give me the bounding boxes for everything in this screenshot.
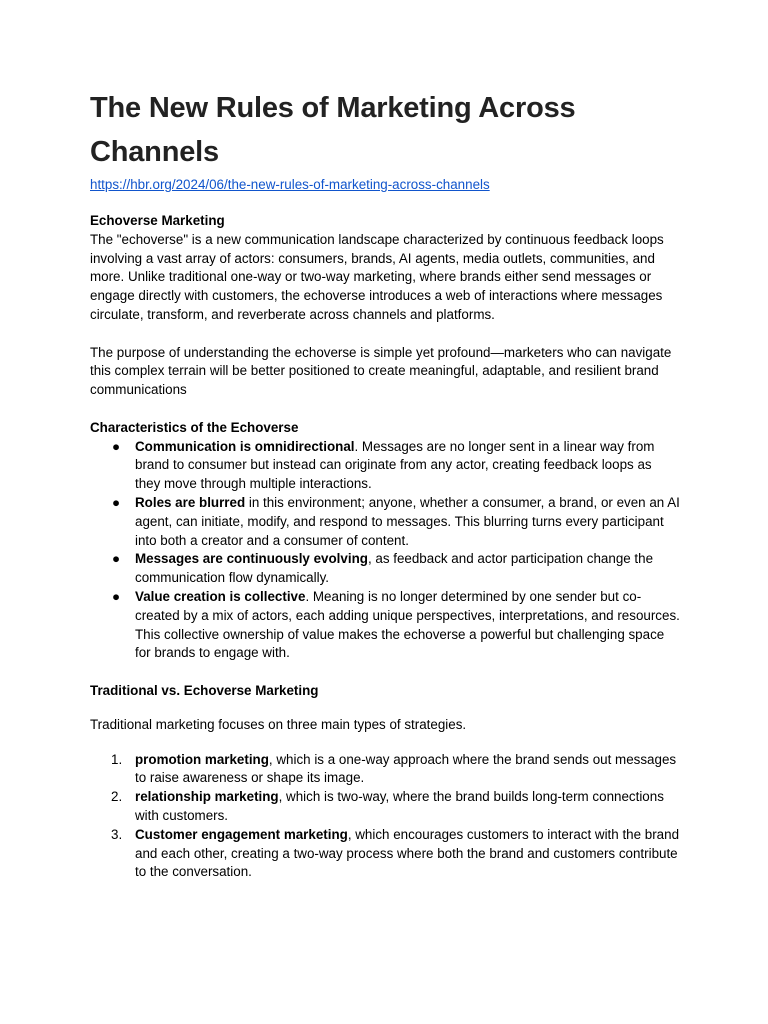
document-title: The New Rules of Marketing Across Channels (90, 92, 576, 168)
list-item-text: , which is a one-way approach where the brand sends out messages to raise awareness or shape its image. (135, 751, 677, 786)
bullet-icon: ● (112, 438, 121, 454)
list-item (90, 438, 680, 494)
list-item-text: , which is two-way, where the brand builds long-term connections with customers. (135, 789, 664, 823)
characteristics-list (90, 438, 680, 664)
list-item-text: , which encourages customers to interact with the brand and each other, creating a two-way process where both the brand and customers contribute to the conversation. (135, 826, 680, 880)
document-content (90, 86, 680, 882)
list-item-text: in this environment; anyone, whether a consumer, a brand, or even an AI agent, can initiate, modify, and respond to messages. This blurring turns every participant into both a creator and a consumer of content. (135, 494, 680, 548)
paragraph-traditional-intro: Traditional marketing focuses on three main types of strategies. (90, 716, 467, 732)
list-item-text: , as feedback and actor participation change the communication flow dynamically. (135, 551, 654, 586)
list-item (90, 588, 680, 663)
list-item-bold: Messages are continuously evolving (135, 551, 368, 567)
section-heading-echoverse-marketing: Echoverse Marketing (90, 213, 225, 228)
paragraph-echoverse-definition: The "echoverse" is a new communication landscape characterized by continuous feedback loops involving a vast array of actors: consumers, brands, AI agents, media outlets, communities, and more. Unlike traditional one-way or two-way marketing, where brands either send messages or engage directly with customers, the echoverse introduces a web of interactions where messages circulate, transform, and reverberate across channels and platforms. (90, 231, 664, 322)
list-item-text: . Meaning is no longer determined by one sender but co-created by a mix of actors, each adding unique perspectives, interpretations, and resources. This collective ownership of value makes the echoverse a powerful but challenging space for brands to engage with. (135, 588, 680, 661)
list-item-bold: Customer engagement marketing (135, 826, 348, 842)
list-item-bold: Roles are blurred (135, 494, 246, 510)
bullet-icon: ● (112, 588, 121, 604)
bullet-icon: ● (112, 494, 121, 510)
list-number: 3. (111, 826, 123, 842)
list-item (90, 494, 680, 550)
list-item (90, 788, 680, 826)
list-item (90, 751, 680, 789)
list-item (90, 550, 680, 588)
list-item (90, 826, 680, 882)
list-item-bold: promotion marketing (135, 751, 269, 767)
list-number: 2. (111, 789, 123, 805)
section-heading-characteristics: Characteristics of the Echoverse (90, 419, 299, 435)
list-item-text: . Messages are no longer sent in a linear way from brand to consumer but instead can originate from any actor, creating feedback loops as they move through multiple interactions. (135, 438, 655, 492)
list-item-bold: Value creation is collective (135, 588, 306, 604)
section-heading-traditional-vs-echoverse: Traditional vs. Echoverse Marketing (90, 682, 319, 698)
strategies-list (90, 751, 680, 883)
source-link[interactable]: https://hbr.org/2024/06/the-new-rules-of-marketing-across-channels (90, 177, 490, 192)
list-item-bold: Communication is omnidirectional (135, 438, 355, 454)
paragraph-echoverse-purpose: The purpose of understanding the echoverse is simple yet profound—marketers who can navigate this complex terrain will be better positioned to create meaningful, adaptable, and resilient brand communications (90, 344, 672, 398)
list-item-bold: relationship marketing (135, 789, 279, 805)
bullet-icon: ● (112, 551, 121, 567)
list-number: 1. (111, 751, 123, 767)
